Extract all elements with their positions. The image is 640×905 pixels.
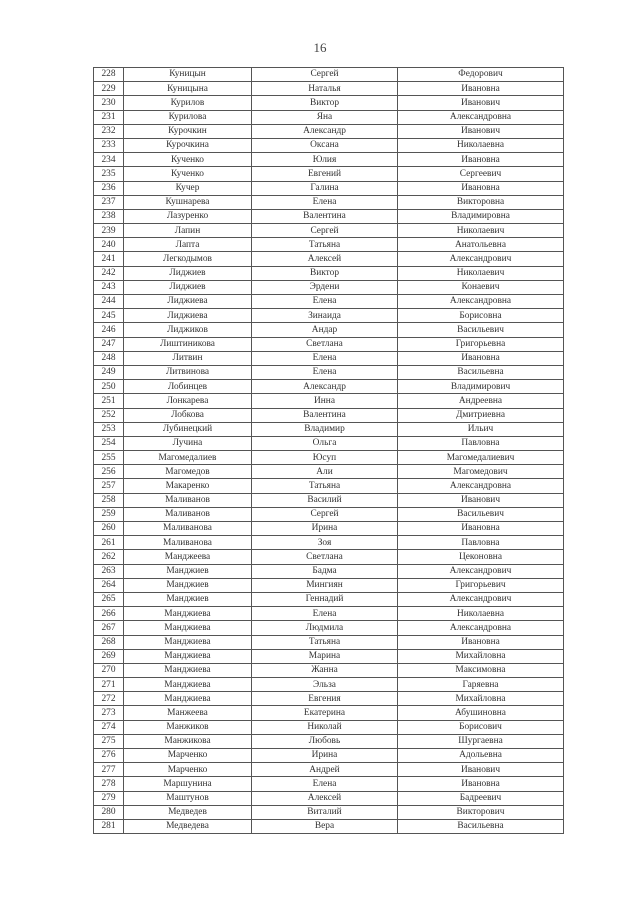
row-number: 236 xyxy=(94,181,124,195)
patronymic-cell: Магомедович xyxy=(398,465,564,479)
patronymic-cell: Дмитриевна xyxy=(398,408,564,422)
row-number: 241 xyxy=(94,252,124,266)
surname-cell: Курочкина xyxy=(124,138,252,152)
first-name-cell: Николай xyxy=(252,720,398,734)
table-row xyxy=(94,451,564,465)
first-name-cell: Елена xyxy=(252,365,398,379)
row-number: 254 xyxy=(94,436,124,450)
surname-cell: Манжикова xyxy=(124,734,252,748)
table-row xyxy=(94,124,564,138)
row-number: 239 xyxy=(94,224,124,238)
patronymic-cell: Борисовна xyxy=(398,309,564,323)
row-number: 278 xyxy=(94,777,124,791)
first-name-cell: Эльза xyxy=(252,678,398,692)
patronymic-cell: Александрович xyxy=(398,564,564,578)
table-row xyxy=(94,706,564,720)
first-name-cell: Инна xyxy=(252,394,398,408)
first-name-cell: Василий xyxy=(252,493,398,507)
first-name-cell: Валентина xyxy=(252,408,398,422)
row-number: 248 xyxy=(94,351,124,365)
table-row xyxy=(94,479,564,493)
row-number: 266 xyxy=(94,607,124,621)
patronymic-cell: Николаевич xyxy=(398,266,564,280)
patronymic-cell: Григорьевна xyxy=(398,337,564,351)
patronymic-cell: Александровна xyxy=(398,110,564,124)
table-row xyxy=(94,493,564,507)
row-number: 238 xyxy=(94,209,124,223)
patronymic-cell: Павловна xyxy=(398,536,564,550)
row-number: 233 xyxy=(94,138,124,152)
table-row xyxy=(94,564,564,578)
patronymic-cell: Викторович xyxy=(398,805,564,819)
table-row xyxy=(94,266,564,280)
table-row xyxy=(94,777,564,791)
patronymic-cell: Сергеевич xyxy=(398,167,564,181)
first-name-cell: Зоя xyxy=(252,536,398,550)
surname-cell: Литвинова xyxy=(124,365,252,379)
patronymic-cell: Ивановна xyxy=(398,153,564,167)
table-row xyxy=(94,138,564,152)
patronymic-cell: Ильич xyxy=(398,422,564,436)
first-name-cell: Оксана xyxy=(252,138,398,152)
table-row xyxy=(94,209,564,223)
surname-cell: Манжеева xyxy=(124,706,252,720)
surname-cell: Манджиева xyxy=(124,649,252,663)
patronymic-cell: Федорович xyxy=(398,68,564,82)
patronymic-cell: Викторовна xyxy=(398,195,564,209)
first-name-cell: Евгения xyxy=(252,692,398,706)
table-row xyxy=(94,394,564,408)
patronymic-cell: Владимирович xyxy=(398,380,564,394)
patronymic-cell: Николаевна xyxy=(398,138,564,152)
patronymic-cell: Анатольевна xyxy=(398,238,564,252)
first-name-cell: Елена xyxy=(252,195,398,209)
first-name-cell: Али xyxy=(252,465,398,479)
first-name-cell: Елена xyxy=(252,777,398,791)
row-number: 276 xyxy=(94,749,124,763)
patronymic-cell: Васильевич xyxy=(398,323,564,337)
surname-cell: Макаренко xyxy=(124,479,252,493)
first-name-cell: Сергей xyxy=(252,224,398,238)
table-row xyxy=(94,536,564,550)
row-number: 240 xyxy=(94,238,124,252)
patronymic-cell: Конаевич xyxy=(398,280,564,294)
row-number: 280 xyxy=(94,805,124,819)
patronymic-cell: Александровна xyxy=(398,621,564,635)
patronymic-cell: Иванович xyxy=(398,124,564,138)
row-number: 270 xyxy=(94,663,124,677)
patronymic-cell: Александрович xyxy=(398,252,564,266)
row-number: 264 xyxy=(94,578,124,592)
surname-cell: Лапта xyxy=(124,238,252,252)
table-row xyxy=(94,280,564,294)
table-row xyxy=(94,181,564,195)
patronymic-cell: Ивановна xyxy=(398,777,564,791)
table-row xyxy=(94,621,564,635)
table-row xyxy=(94,465,564,479)
page-number: 16 xyxy=(313,40,327,55)
surname-cell: Маршунина xyxy=(124,777,252,791)
table-row xyxy=(94,522,564,536)
patronymic-cell: Александровна xyxy=(398,479,564,493)
table-row xyxy=(94,309,564,323)
table-row xyxy=(94,351,564,365)
patronymic-cell: Цеконовна xyxy=(398,550,564,564)
surname-cell: Маливанов xyxy=(124,507,252,521)
patronymic-cell: Павловна xyxy=(398,436,564,450)
row-number: 232 xyxy=(94,124,124,138)
surname-cell: Лобинцев xyxy=(124,380,252,394)
first-name-cell: Юлия xyxy=(252,153,398,167)
first-name-cell: Алексей xyxy=(252,252,398,266)
table-row xyxy=(94,295,564,309)
surname-cell: Легкодымов xyxy=(124,252,252,266)
table-row xyxy=(94,365,564,379)
patronymic-cell: Михайловна xyxy=(398,649,564,663)
first-name-cell: Виктор xyxy=(252,96,398,110)
row-number: 256 xyxy=(94,465,124,479)
surname-cell: Кученко xyxy=(124,167,252,181)
row-number: 235 xyxy=(94,167,124,181)
table-row xyxy=(94,734,564,748)
surname-cell: Марченко xyxy=(124,749,252,763)
first-name-cell: Марина xyxy=(252,649,398,663)
row-number: 259 xyxy=(94,507,124,521)
table-row xyxy=(94,96,564,110)
surname-cell: Лонкарева xyxy=(124,394,252,408)
patronymic-cell: Григорьевич xyxy=(398,578,564,592)
row-number: 228 xyxy=(94,68,124,82)
surname-cell: Манджиев xyxy=(124,578,252,592)
surname-cell: Манджиева xyxy=(124,621,252,635)
first-name-cell: Татьяна xyxy=(252,479,398,493)
table-row xyxy=(94,649,564,663)
table-row xyxy=(94,749,564,763)
row-number: 260 xyxy=(94,522,124,536)
row-number: 255 xyxy=(94,451,124,465)
table-body xyxy=(94,68,564,834)
row-number: 247 xyxy=(94,337,124,351)
table-row xyxy=(94,82,564,96)
first-name-cell: Андрей xyxy=(252,763,398,777)
table-row xyxy=(94,578,564,592)
patronymic-cell: Васильевич xyxy=(398,507,564,521)
patronymic-cell: Александровна xyxy=(398,295,564,309)
first-name-cell: Жанна xyxy=(252,663,398,677)
surname-cell: Манджиев xyxy=(124,592,252,606)
table-row xyxy=(94,252,564,266)
patronymic-cell: Гаряевна xyxy=(398,678,564,692)
table-row xyxy=(94,167,564,181)
surname-cell: Маливанова xyxy=(124,522,252,536)
surname-cell: Кушнарева xyxy=(124,195,252,209)
surname-cell: Курочкин xyxy=(124,124,252,138)
first-name-cell: Екатерина xyxy=(252,706,398,720)
surname-cell: Магомедов xyxy=(124,465,252,479)
table-row xyxy=(94,380,564,394)
patronymic-cell: Иванович xyxy=(398,96,564,110)
first-name-cell: Александр xyxy=(252,380,398,394)
surname-cell: Маливанов xyxy=(124,493,252,507)
surname-cell: Кученко xyxy=(124,153,252,167)
surname-cell: Лазуренко xyxy=(124,209,252,223)
row-number: 234 xyxy=(94,153,124,167)
surname-cell: Кучер xyxy=(124,181,252,195)
surname-cell: Манджиев xyxy=(124,564,252,578)
surname-cell: Лобкова xyxy=(124,408,252,422)
row-number: 250 xyxy=(94,380,124,394)
table-row xyxy=(94,507,564,521)
surname-cell: Литвин xyxy=(124,351,252,365)
patronymic-cell: Бадреевич xyxy=(398,791,564,805)
surname-cell: Манжиков xyxy=(124,720,252,734)
patronymic-cell: Иванович xyxy=(398,763,564,777)
first-name-cell: Владимир xyxy=(252,422,398,436)
patronymic-cell: Абушиновна xyxy=(398,706,564,720)
table-row xyxy=(94,224,564,238)
row-number: 242 xyxy=(94,266,124,280)
surname-cell: Манджиева xyxy=(124,678,252,692)
row-number: 274 xyxy=(94,720,124,734)
first-name-cell: Андар xyxy=(252,323,398,337)
row-number: 281 xyxy=(94,819,124,833)
first-name-cell: Александр xyxy=(252,124,398,138)
table-row xyxy=(94,408,564,422)
patronymic-cell: Александрович xyxy=(398,592,564,606)
surname-cell: Медведев xyxy=(124,805,252,819)
row-number: 253 xyxy=(94,422,124,436)
surname-cell: Манджеева xyxy=(124,550,252,564)
first-name-cell: Виктор xyxy=(252,266,398,280)
row-number: 269 xyxy=(94,649,124,663)
surname-cell: Куницына xyxy=(124,82,252,96)
row-number: 262 xyxy=(94,550,124,564)
surname-cell: Медведева xyxy=(124,819,252,833)
table-row xyxy=(94,805,564,819)
surname-cell: Лучина xyxy=(124,436,252,450)
row-number: 237 xyxy=(94,195,124,209)
table-row xyxy=(94,678,564,692)
first-name-cell: Елена xyxy=(252,607,398,621)
first-name-cell: Ольга xyxy=(252,436,398,450)
surname-cell: Манджиева xyxy=(124,607,252,621)
first-name-cell: Любовь xyxy=(252,734,398,748)
patronymic-cell: Васильевна xyxy=(398,365,564,379)
first-name-cell: Геннадий xyxy=(252,592,398,606)
table-row xyxy=(94,550,564,564)
first-name-cell: Светлана xyxy=(252,337,398,351)
first-name-cell: Мингиян xyxy=(252,578,398,592)
first-name-cell: Наталья xyxy=(252,82,398,96)
patronymic-cell: Ивановна xyxy=(398,82,564,96)
first-name-cell: Татьяна xyxy=(252,635,398,649)
surname-cell: Манджиева xyxy=(124,663,252,677)
table-row xyxy=(94,323,564,337)
table-row xyxy=(94,819,564,833)
patronymic-cell: Иванович xyxy=(398,493,564,507)
table-row xyxy=(94,238,564,252)
first-name-cell: Елена xyxy=(252,295,398,309)
row-number: 246 xyxy=(94,323,124,337)
surname-cell: Магомедалиев xyxy=(124,451,252,465)
surname-cell: Маштунов xyxy=(124,791,252,805)
first-name-cell: Сергей xyxy=(252,68,398,82)
first-name-cell: Яна xyxy=(252,110,398,124)
first-name-cell: Виталий xyxy=(252,805,398,819)
first-name-cell: Бадма xyxy=(252,564,398,578)
row-number: 268 xyxy=(94,635,124,649)
patronymic-cell: Максимовна xyxy=(398,663,564,677)
first-name-cell: Галина xyxy=(252,181,398,195)
table-row xyxy=(94,791,564,805)
row-number: 231 xyxy=(94,110,124,124)
surname-cell: Марченко xyxy=(124,763,252,777)
row-number: 257 xyxy=(94,479,124,493)
first-name-cell: Светлана xyxy=(252,550,398,564)
first-name-cell: Зинаида xyxy=(252,309,398,323)
first-name-cell: Татьяна xyxy=(252,238,398,252)
row-number: 267 xyxy=(94,621,124,635)
surname-cell: Лиштиникова xyxy=(124,337,252,351)
first-name-cell: Валентина xyxy=(252,209,398,223)
table-row xyxy=(94,337,564,351)
patronymic-cell: Николаевич xyxy=(398,224,564,238)
row-number: 251 xyxy=(94,394,124,408)
patronymic-cell: Магомедалиевич xyxy=(398,451,564,465)
patronymic-cell: Ивановна xyxy=(398,635,564,649)
table-row xyxy=(94,153,564,167)
table-row xyxy=(94,422,564,436)
surname-cell: Курилов xyxy=(124,96,252,110)
row-number: 245 xyxy=(94,309,124,323)
first-name-cell: Юсуп xyxy=(252,451,398,465)
table-row xyxy=(94,68,564,82)
row-number: 230 xyxy=(94,96,124,110)
table-row xyxy=(94,720,564,734)
surname-cell: Курилова xyxy=(124,110,252,124)
row-number: 229 xyxy=(94,82,124,96)
first-name-cell: Ирина xyxy=(252,749,398,763)
patronymic-cell: Борисович xyxy=(398,720,564,734)
surname-cell: Лиджиева xyxy=(124,309,252,323)
first-name-cell: Елена xyxy=(252,351,398,365)
row-number: 243 xyxy=(94,280,124,294)
patronymic-cell: Николаевна xyxy=(398,607,564,621)
surname-cell: Куницын xyxy=(124,68,252,82)
row-number: 272 xyxy=(94,692,124,706)
table-row xyxy=(94,607,564,621)
surname-cell: Манджиева xyxy=(124,635,252,649)
patronymic-cell: Шургаевна xyxy=(398,734,564,748)
surname-cell: Лиджиев xyxy=(124,280,252,294)
row-number: 275 xyxy=(94,734,124,748)
row-number: 279 xyxy=(94,791,124,805)
row-number: 258 xyxy=(94,493,124,507)
first-name-cell: Эрдени xyxy=(252,280,398,294)
patronymic-cell: Ивановна xyxy=(398,351,564,365)
row-number: 265 xyxy=(94,592,124,606)
patronymic-cell: Андреевна xyxy=(398,394,564,408)
table-row xyxy=(94,635,564,649)
names-table xyxy=(93,67,564,834)
patronymic-cell: Ивановна xyxy=(398,522,564,536)
patronymic-cell: Владимировна xyxy=(398,209,564,223)
patronymic-cell: Ивановна xyxy=(398,181,564,195)
first-name-cell: Евгений xyxy=(252,167,398,181)
patronymic-cell: Васильевна xyxy=(398,819,564,833)
surname-cell: Лиджиев xyxy=(124,266,252,280)
surname-cell: Лиджиева xyxy=(124,295,252,309)
patronymic-cell: Адольевна xyxy=(398,749,564,763)
first-name-cell: Сергей xyxy=(252,507,398,521)
first-name-cell: Ирина xyxy=(252,522,398,536)
surname-cell: Лиджиков xyxy=(124,323,252,337)
table-row xyxy=(94,592,564,606)
table-row xyxy=(94,663,564,677)
row-number: 263 xyxy=(94,564,124,578)
row-number: 249 xyxy=(94,365,124,379)
table-row xyxy=(94,110,564,124)
surname-cell: Лапин xyxy=(124,224,252,238)
first-name-cell: Алексей xyxy=(252,791,398,805)
table-row xyxy=(94,692,564,706)
surname-cell: Маливанова xyxy=(124,536,252,550)
row-number: 277 xyxy=(94,763,124,777)
row-number: 271 xyxy=(94,678,124,692)
table-row xyxy=(94,763,564,777)
row-number: 261 xyxy=(94,536,124,550)
row-number: 273 xyxy=(94,706,124,720)
patronymic-cell: Михайловна xyxy=(398,692,564,706)
row-number: 252 xyxy=(94,408,124,422)
row-number: 244 xyxy=(94,295,124,309)
first-name-cell: Людмила xyxy=(252,621,398,635)
surname-cell: Лубинецкий xyxy=(124,422,252,436)
table-row xyxy=(94,195,564,209)
first-name-cell: Вера xyxy=(252,819,398,833)
table-row xyxy=(94,436,564,450)
surname-cell: Манджиева xyxy=(124,692,252,706)
